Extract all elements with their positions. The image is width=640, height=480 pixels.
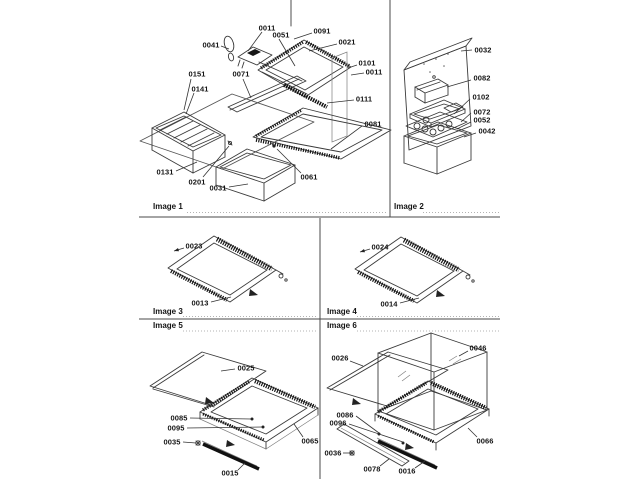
- part-callout: 0051: [272, 30, 290, 40]
- part-callout: 0031: [209, 183, 227, 193]
- part-callout: 0085: [170, 413, 188, 423]
- part-callout: 0016: [398, 466, 416, 476]
- part-callout: 0095: [167, 423, 185, 433]
- part-callout: 0026: [331, 353, 349, 363]
- part-callout: 0014: [380, 299, 398, 309]
- part-callout: 0023: [185, 241, 203, 251]
- part-callout: 0078: [363, 464, 381, 474]
- part-callout: 0091: [313, 26, 331, 36]
- panel-label-image-6: Image 6: [327, 321, 357, 330]
- part-callout: 0065: [301, 436, 319, 446]
- part-callout: 0066: [476, 436, 494, 446]
- part-callout: 0151: [188, 69, 206, 79]
- panel-label-image-1: Image 1: [153, 202, 183, 211]
- panel-label-image-4: Image 4: [327, 307, 357, 316]
- part-callout: 0032: [474, 45, 492, 55]
- part-callout: 0061: [300, 172, 318, 182]
- part-callout: 0021: [338, 37, 356, 47]
- part-callout: 0096: [329, 418, 347, 428]
- part-callout: 0036: [324, 448, 342, 458]
- part-callout: 0086: [336, 410, 354, 420]
- part-callout: 0072: [473, 107, 491, 117]
- panel-label-image-2: Image 2: [394, 202, 424, 211]
- part-callout: 0141: [191, 84, 209, 94]
- part-callout: 0082: [473, 73, 491, 83]
- part-callout: 0081: [364, 119, 382, 129]
- part-callout: 0042: [478, 126, 496, 136]
- part-callout: 0011: [365, 67, 383, 77]
- part-callout: 0111: [355, 94, 373, 104]
- panel-label-image-5: Image 5: [153, 321, 183, 330]
- part-callout: 0011: [258, 23, 276, 33]
- part-callout: 0015: [221, 468, 239, 478]
- part-callout: 0201: [188, 177, 206, 187]
- part-callout: 0052: [473, 115, 491, 125]
- panel-label-image-3: Image 3: [153, 307, 183, 316]
- part-callout: 0101: [358, 58, 376, 68]
- part-callout: 0013: [191, 298, 209, 308]
- part-callout: 0131: [156, 167, 174, 177]
- part-callout: 0041: [202, 40, 220, 50]
- part-callout: 0102: [472, 92, 490, 102]
- part-callout: 0025: [237, 363, 255, 373]
- part-callout: 0024: [371, 242, 389, 252]
- part-callout: 0046: [469, 343, 487, 353]
- part-callout: 0071: [232, 69, 250, 79]
- part-callout: 0035: [163, 437, 181, 447]
